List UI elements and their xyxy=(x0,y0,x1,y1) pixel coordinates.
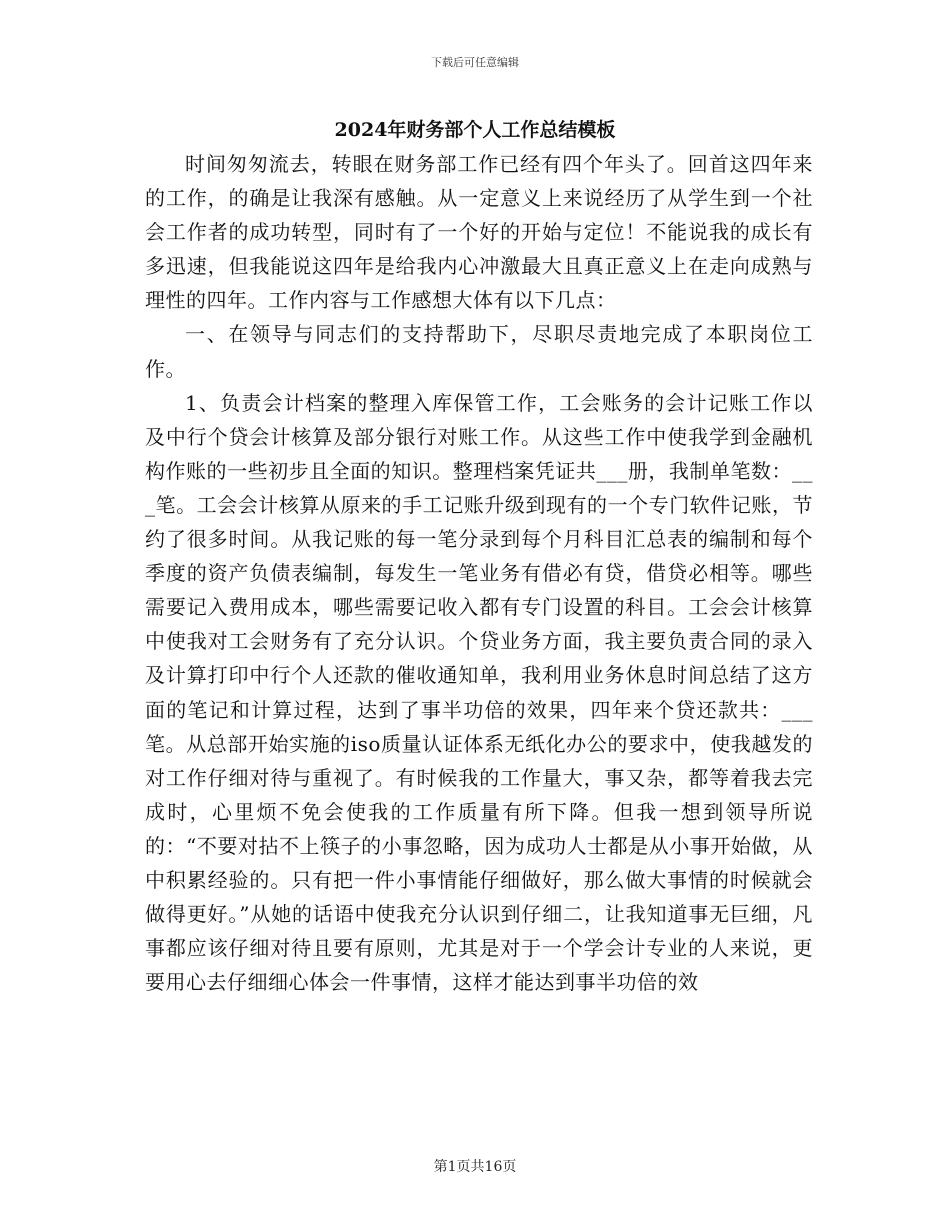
paragraph-item-one: 1、负责会计档案的整理入库保管工作，工会账务的会计记账工作以及中行个贷会计核算及部分银行对账工作。从这些工作中使我学到金融机构作账的一些初步且全面的知识。整理档案凭证共___册，我制单笔数：___笔。工会会计核算从原来的手工记账升级到现有的一个专门软件记账，节约了很多时间。从我记账的每一笔分录到每个月科目汇总表的编制和每个季度的资产负债表编制，每发生一笔业务有借必有贷，借贷必相等。哪些需要记入费用成本，哪些需要记收入都有专门设置的科目。工会会计核算中使我对工会财务有了充分认识。个贷业务方面，我主要负责合同的录入及计算打印中行个人还款的催收通知单，我利用业务休息时间总结了这方面的笔记和计算过程，达到了事半功倍的效果，四年来个贷还款共：___笔。从总部开始实施的iso质量认证体系无纸化办公的要求中，使我越发的对工作仔细对待与重视了。有时候我的工作量大，事又杂，都等着我去完成时，心里烦不免会使我的工作质量有所下降。但我一想到领导所说的：“不要对拈不上筷子的小事忽略，因为成功人士都是从小事开始做，从中积累经验的。只有把一件小事情能仔细做好，那么做大事情的时候就会做得更好。”从她的话语中使我充分认识到仔细二，让我知道事无巨细，凡事都应该仔细对待且要有原则，尤其是对于一个学会计专业的人来说，更要用心去仔细细心体会一件事情，这样才能达到事半功倍的效 xyxy=(145,390,813,995)
document-body xyxy=(145,147,813,999)
paragraph-intro: 时间匆匆流去，转眼在财务部工作已经有四个年头了。回首这四年来的工作，的确是让我深有感触。从一定意义上来说经历了从学生到一个社会工作者的成功转型，同时有了一个好的开始与定位！不能说我的成长有多迅速，但我能说这四年是给我内心冲激最大且真正意义上在走向成熟与理性的四年。工作内容与工作感想大体有以下几点： xyxy=(145,152,813,313)
paragraph-section-one-heading: 一、在领导与同志们的支持帮助下，尽职尽责地完成了本职岗位工作。 xyxy=(145,322,813,381)
page-number-footer: 第1页共16页 xyxy=(433,1159,517,1175)
document-title: 2024年财务部个人工作总结模板 xyxy=(334,119,616,141)
header-note: 下载后可任意编辑 xyxy=(431,56,519,69)
